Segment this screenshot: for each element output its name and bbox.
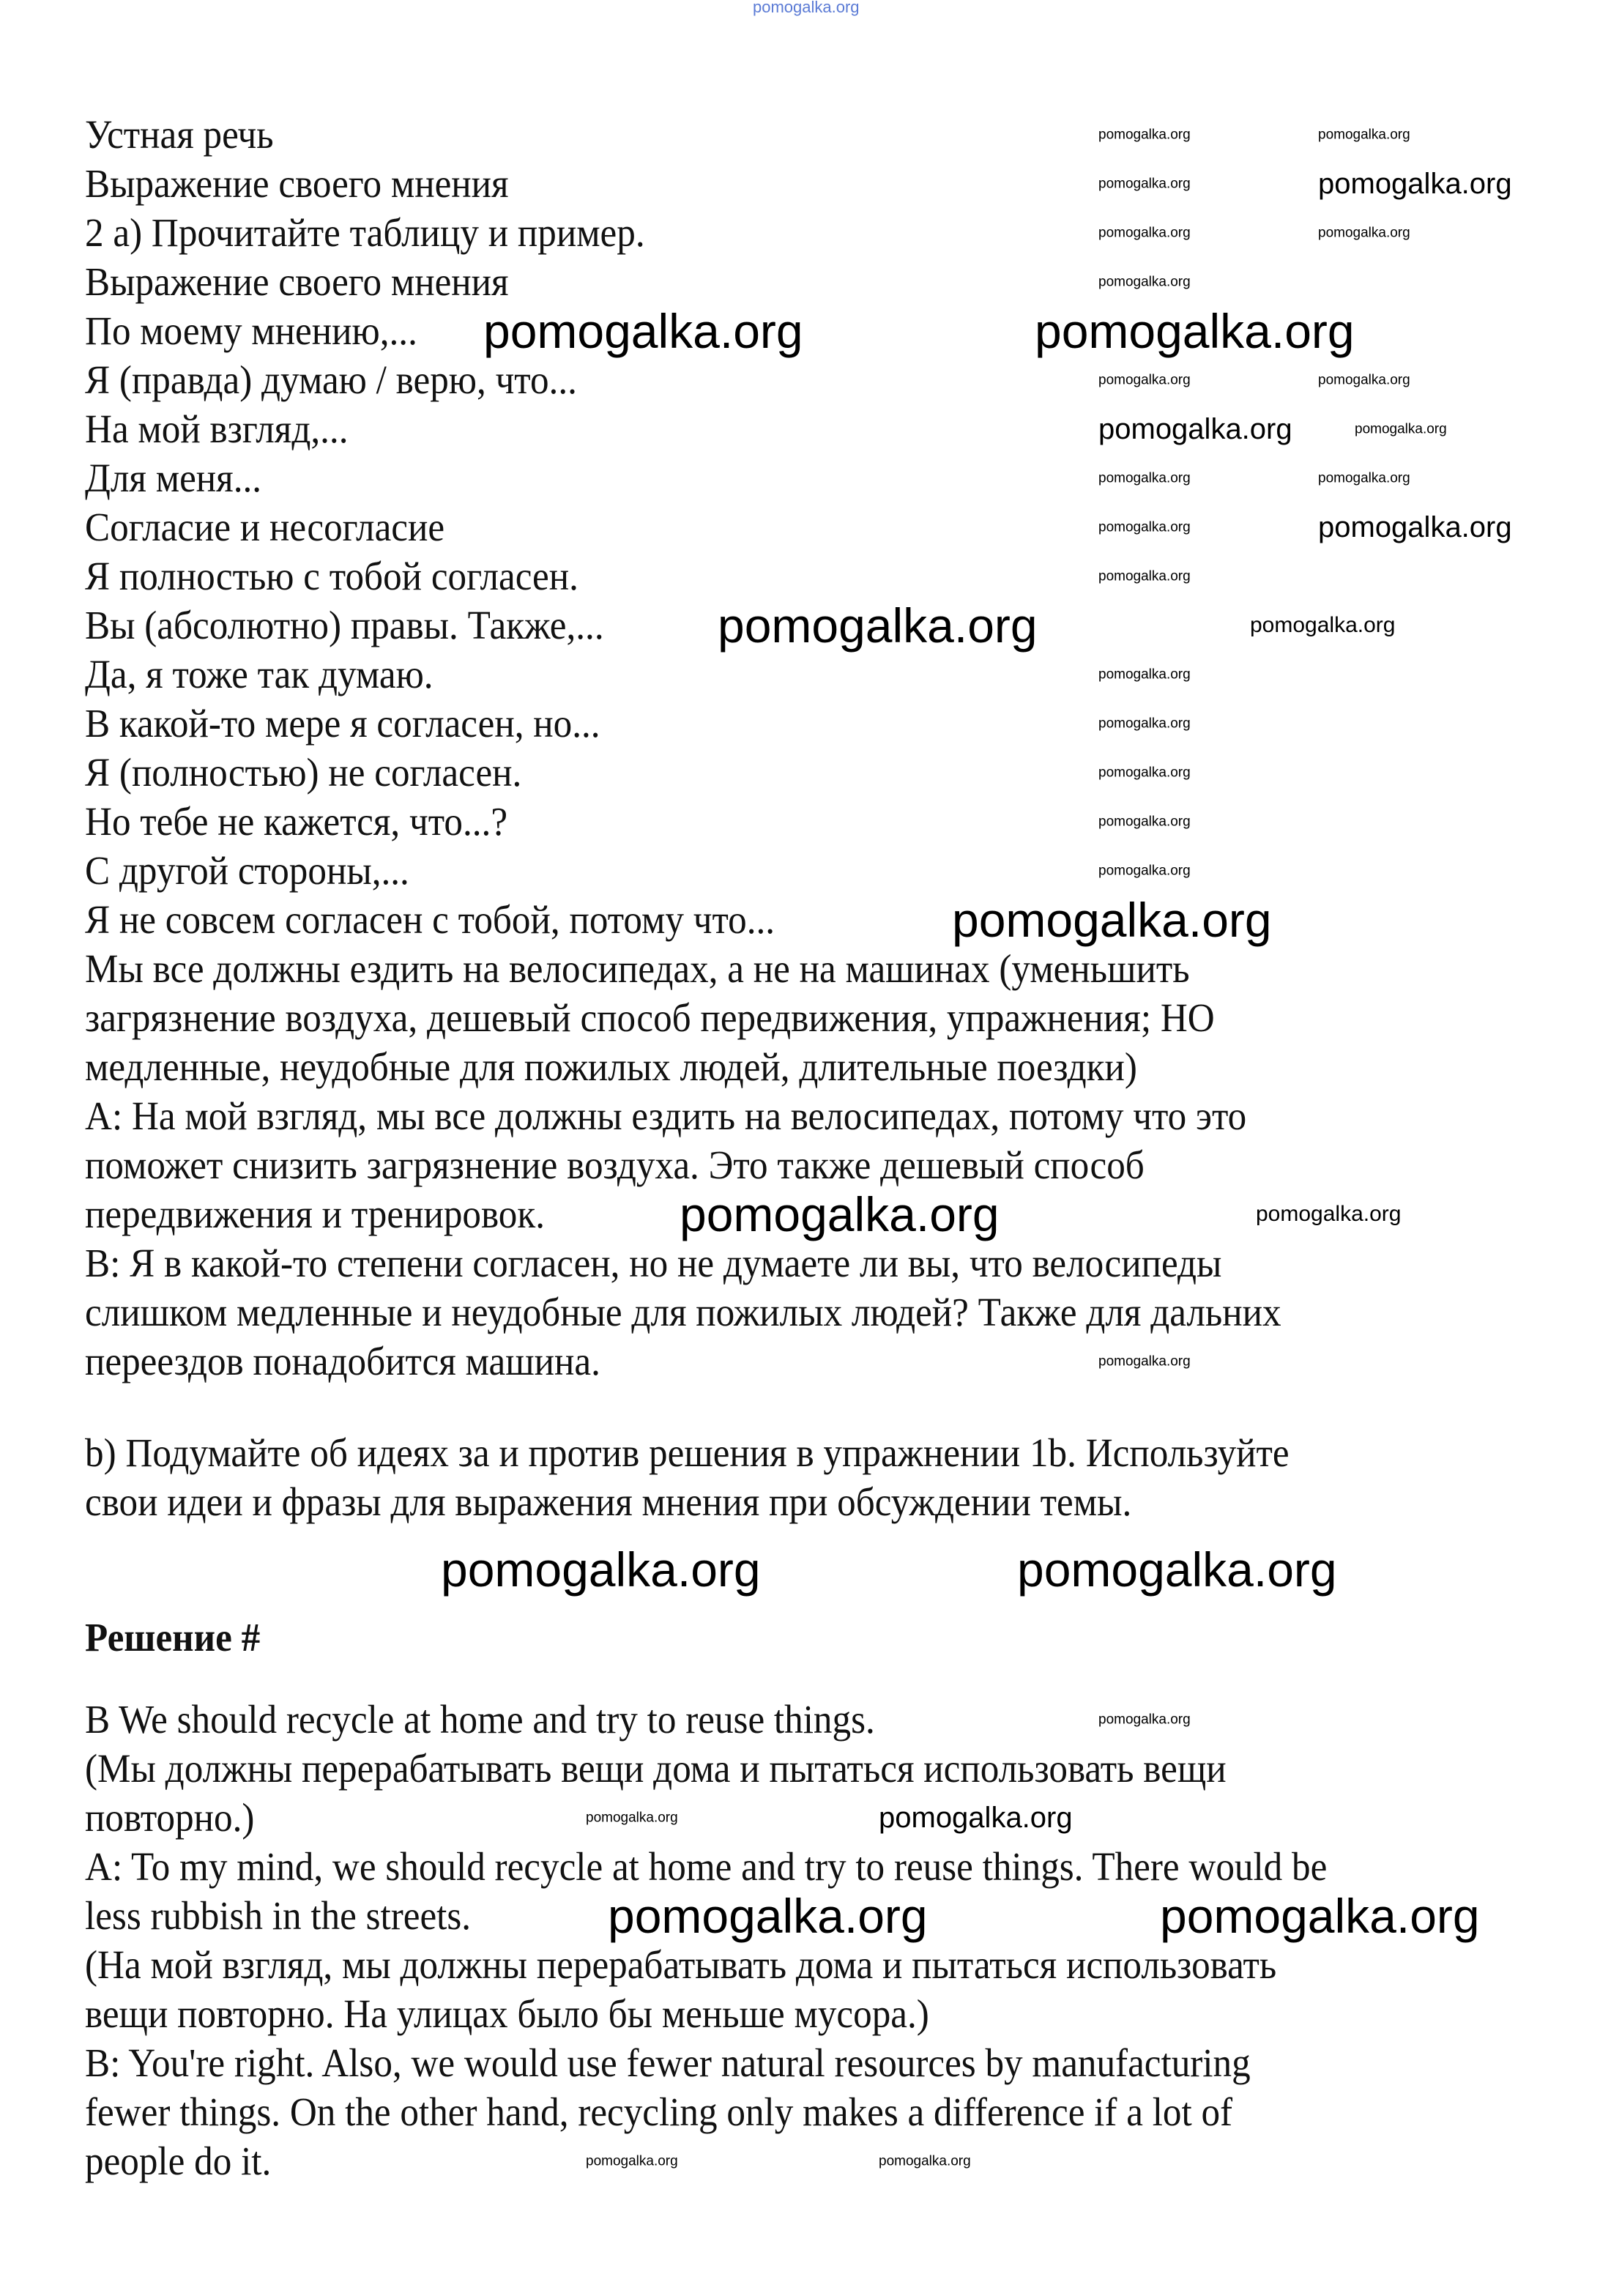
text-line: Согласие и несогласие <box>85 505 445 549</box>
watermark: pomogalka.org <box>1098 519 1191 535</box>
text-line: слишком медленные и неудобные для пожилых людей? Также для дальних <box>85 1290 1281 1334</box>
watermark: pomogalka.org <box>1098 225 1191 240</box>
text-line: передвижения и тренировок. <box>85 1192 545 1236</box>
text-line: Но тебе не кажется, что...? <box>85 799 508 844</box>
text-line: Выражение своего мнения <box>85 259 509 304</box>
watermark: pomogalka.org <box>483 303 803 358</box>
task-b-text <box>85 1428 1380 1526</box>
watermark: pomogalka.org <box>586 2153 678 2169</box>
text-line: медленные, неудобные для пожилых людей, длительные поездки) <box>85 1044 1137 1089</box>
watermark: pomogalka.org <box>1318 510 1512 543</box>
watermark: pomogalka.org <box>1098 863 1191 878</box>
text-line: b) Подумайте об идеях за и против решения в упражнении 1b. Используйте <box>85 1430 1290 1475</box>
watermark: pomogalka.org <box>608 1888 928 1943</box>
watermark: pomogalka.org <box>1098 814 1191 829</box>
watermark: pomogalka.org <box>1318 127 1410 142</box>
watermark: pomogalka.org <box>1098 1353 1191 1369</box>
watermark: pomogalka.org <box>1035 303 1355 358</box>
text-line: (Мы должны перерабатывать вещи дома и пытаться использовать вещи <box>85 1746 1227 1791</box>
watermark: pomogalka.org <box>1318 225 1410 240</box>
text-line: (На мой взгляд, мы должны перерабатывать дома и пытаться использовать <box>85 1942 1277 1987</box>
text-line: Я полностью с тобой согласен. <box>85 554 578 598</box>
text-line: Для меня... <box>85 456 262 500</box>
watermark: pomogalka.org <box>1250 612 1396 637</box>
watermark: pomogalka.org <box>952 892 1272 947</box>
watermark: pomogalka.org <box>680 1186 1000 1241</box>
watermark: pomogalka.org <box>1098 274 1191 289</box>
watermark: pomogalka.org <box>1160 1888 1480 1943</box>
text-line: B: You're right. Also, we would use fewer natural resources by manufacturing <box>85 2040 1251 2085</box>
watermark: pomogalka.org <box>1098 372 1191 387</box>
solution-heading-text: Решение # <box>85 1615 261 1660</box>
watermark: pomogalka.org <box>753 0 860 16</box>
watermark: pomogalka.org <box>441 1542 761 1597</box>
text-line: B We should recycle at home and try to reuse things. <box>85 1697 875 1742</box>
text-line: повторно.) <box>85 1795 255 1840</box>
text-line: поможет снизить загрязнение воздуха. Это также дешевый способ <box>85 1143 1145 1187</box>
text-line: Вы (абсолютно) правы. Также,... <box>85 603 604 647</box>
watermark: pomogalka.org <box>1318 167 1512 200</box>
watermark: pomogalka.org <box>1098 765 1191 780</box>
text-line: свои идеи и фразы для выражения мнения при обсуждении темы. <box>85 1479 1132 1524</box>
text-line: Я (полностью) не согласен. <box>85 750 522 795</box>
text-line: В какой-то мере я согласен, но... <box>85 701 600 746</box>
text-line: fewer things. On the other hand, recycling only makes a difference if a lot of <box>85 2089 1233 2134</box>
text-line: переездов понадобится машина. <box>85 1339 600 1383</box>
watermark: pomogalka.org <box>1098 568 1191 584</box>
text-line: B: Я в какой-то степени согласен, но не думаете ли вы, что велосипеды <box>85 1241 1222 1285</box>
watermark: pomogalka.org <box>1098 1712 1191 1727</box>
watermark: pomogalka.org <box>1318 372 1410 387</box>
watermark: pomogalka.org <box>1355 421 1447 436</box>
watermark: pomogalka.org <box>1098 666 1191 682</box>
text-line: less rubbish in the streets. <box>85 1893 472 1938</box>
text-line: people do it. <box>85 2139 272 2183</box>
text-line: A: На мой взгляд, мы все должны ездить на велосипедах, потому что это <box>85 1093 1247 1138</box>
text-line: загрязнение воздуха, дешевый способ передвижения, упражнения; НО <box>85 995 1215 1040</box>
watermark: pomogalka.org <box>1318 470 1410 486</box>
watermark: pomogalka.org <box>1017 1542 1337 1597</box>
watermark: pomogalka.org <box>1098 716 1191 731</box>
text-line: С другой стороны,... <box>85 848 409 893</box>
watermark: pomogalka.org <box>879 2153 971 2169</box>
watermark: pomogalka.org <box>1098 412 1292 445</box>
watermark: pomogalka.org <box>1256 1201 1402 1226</box>
watermark: pomogalka.org <box>1098 470 1191 486</box>
text-line: Устная речь <box>85 112 274 157</box>
watermark: pomogalka.org <box>586 1810 678 1825</box>
text-line: Да, я тоже так думаю. <box>85 652 434 696</box>
text-line: Мы все должны ездить на велосипедах, а не на машинах (уменьшить <box>85 946 1190 991</box>
watermark: pomogalka.org <box>879 1801 1073 1834</box>
text-line: вещи повторно. На улицах было бы меньше мусора.) <box>85 1991 929 2036</box>
text-line: Выражение своего мнения <box>85 161 509 206</box>
text-line: 2 а) Прочитайте таблицу и пример. <box>85 210 645 255</box>
watermark: pomogalka.org <box>1098 176 1191 191</box>
text-line: Я не совсем согласен с тобой, потому что... <box>85 897 775 942</box>
text-line: Я (правда) думаю / верю, что... <box>85 357 577 402</box>
text-line: По моему мнению,... <box>85 308 417 353</box>
text-line: A: To my mind, we should recycle at home and try to reuse things. There would be <box>85 1844 1328 1889</box>
watermark: pomogalka.org <box>1098 127 1191 142</box>
text-line: На мой взгляд,... <box>85 406 349 451</box>
watermark: pomogalka.org <box>718 598 1038 653</box>
solution-heading <box>85 1613 273 1662</box>
